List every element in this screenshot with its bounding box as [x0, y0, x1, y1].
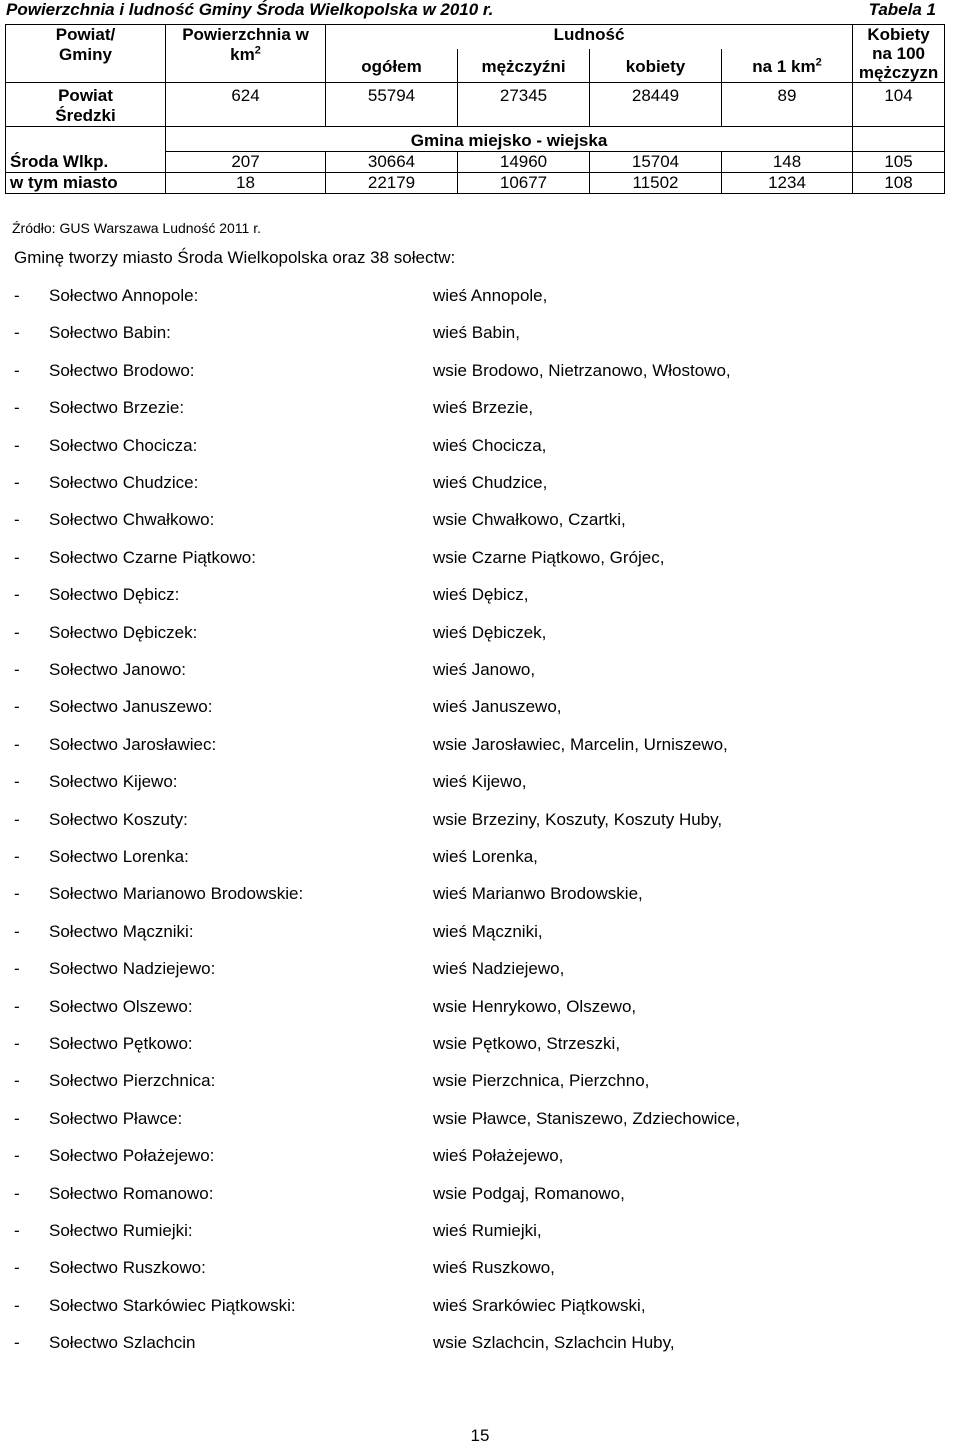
list-item [0, 548, 960, 574]
villages-text: wieś Srarkówiec Piątkowski, [433, 1295, 646, 1315]
list-item [0, 697, 960, 723]
list-dash: - [14, 510, 20, 530]
list-dash: - [14, 921, 20, 941]
list-item [0, 922, 960, 948]
list-dash: - [14, 547, 20, 567]
list-item [0, 660, 960, 686]
solectwo-name: Sołectwo Chocicza: [49, 435, 198, 455]
villages-text: wsie Pierzchnica, Pierzchno, [433, 1071, 650, 1091]
list-dash: - [14, 1258, 20, 1278]
solectwo-name: Sołectwo Nadziejewo: [49, 959, 216, 979]
villages-text: wieś Lorenka, [433, 847, 538, 866]
table-label: Tabela 1 [868, 0, 936, 19]
solectwo-name: Sołectwo Pętkowo: [49, 1034, 193, 1053]
solectwo-name: Sołectwo Czarne Piątkowo: [49, 547, 256, 567]
solectwo-name: Sołectwo Koszuty: [49, 809, 188, 829]
table-title: Powierzchnia i ludność Gminy Środa Wielkopolska w 2010 r. [6, 0, 494, 19]
solectwo-name: Sołectwo Annopole: [49, 286, 199, 305]
list-dash: - [14, 622, 20, 642]
villages-text: wieś Babin, [433, 323, 520, 343]
table-section-row [6, 127, 945, 152]
list-dash: - [14, 996, 20, 1016]
villages-text: wieś Janowo, [433, 660, 536, 679]
solectwo-name: Sołectwo Marianowo Brodowskie: [49, 884, 304, 904]
list-item [0, 1034, 960, 1060]
villages-text: wsie Brzeziny, Koszuty, Koszuty Huby, [433, 809, 723, 829]
list-dash: - [14, 809, 20, 829]
header-kobiety-na-100: Kobiety na 100 mężczyzn [853, 25, 945, 83]
villages-text: wieś Januszewo, [433, 697, 562, 717]
list-item [0, 1184, 960, 1210]
cell-na-1-km: 148 [722, 152, 853, 173]
cell-kobiety: 15704 [590, 152, 722, 173]
list-dash: - [14, 360, 20, 380]
cell-na-1-km: 89 [722, 83, 853, 127]
villages-text: wieś Dębiczek, [433, 622, 547, 642]
cell-kobiety-na-100: 105 [853, 152, 945, 173]
list-item [0, 1071, 960, 1097]
list-item [0, 847, 960, 873]
solectwo-name: Sołectwo Pierzchnica: [49, 1071, 216, 1091]
cell-mezczyzni: 10677 [458, 173, 590, 194]
list-dash: - [14, 884, 20, 904]
villages-text: wieś Połażejewo, [433, 1146, 564, 1166]
solectwo-name: Sołectwo Babin: [49, 323, 171, 343]
cell-mezczyzni: 27345 [458, 83, 590, 127]
list-dash: - [14, 398, 20, 418]
list-dash: - [14, 435, 20, 455]
cell-kobiety: 11502 [590, 173, 722, 194]
villages-text: wsie Jarosławiec, Marcelin, Urniszewo, [433, 734, 728, 754]
page-number: 15 [470, 1426, 490, 1445]
table-row [6, 152, 945, 173]
list-item [0, 1333, 960, 1359]
list-dash: - [14, 473, 20, 492]
solectwo-name: Sołectwo Szlachcin [49, 1333, 196, 1353]
cell-na-1-km: 1234 [722, 173, 853, 194]
list-dash: - [14, 660, 20, 679]
villages-text: wsie Chwałkowo, Czartki, [433, 510, 626, 530]
table-header-row-1 [6, 25, 945, 49]
solectwo-name: Sołectwo Pławce: [49, 1108, 183, 1128]
cell-kobiety-na-100: 108 [853, 173, 945, 194]
solectwo-name: Sołectwo Połażejewo: [49, 1146, 215, 1166]
list-item [0, 436, 960, 462]
list-item [0, 997, 960, 1023]
cell-ogolem: 30664 [326, 152, 458, 173]
solectwo-name: Sołectwo Rumiejki: [49, 1221, 193, 1240]
header-na-1-km: na 1 $km^2$ [722, 49, 853, 83]
villages-text: wieś Rumiejki, [433, 1221, 542, 1240]
solectwo-name: Sołectwo Dębiczek: [49, 622, 198, 642]
list-item [0, 1296, 960, 1322]
intro-paragraph: Gminę tworzy miasto Środa Wielkopolska oraz 38 sołectw: [14, 248, 456, 267]
list-item [0, 473, 960, 499]
list-dash: - [14, 1034, 20, 1053]
table-source-note: Źródło: GUS Warszawa Ludność 2011 r. [12, 220, 261, 236]
list-dash: - [14, 1146, 20, 1166]
list-dash: - [14, 959, 20, 979]
list-item [0, 772, 960, 798]
villages-text: wieś Marianwo Brodowskie, [433, 884, 643, 904]
villages-text: wieś Chudzice, [433, 473, 548, 492]
list-dash: - [14, 1108, 20, 1128]
cell-mezczyzni: 14960 [458, 152, 590, 173]
list-item [0, 510, 960, 536]
villages-text: wieś Kijewo, [433, 772, 527, 792]
list-item [0, 1146, 960, 1172]
list-dash: - [14, 1295, 20, 1315]
solectwo-name: Sołectwo Olszewo: [49, 996, 193, 1016]
cell-ogolem: 22179 [326, 173, 458, 194]
table-caption [6, 0, 944, 24]
solectwo-name: Sołectwo Januszewo: [49, 697, 213, 717]
list-item [0, 1109, 960, 1135]
villages-text: wieś Dębicz, [433, 585, 529, 605]
villages-text: wsie Pławce, Staniszewo, Zdziechowice, [433, 1108, 741, 1128]
villages-text: wsie Henrykowo, Olszewo, [433, 996, 637, 1016]
list-dash: - [14, 286, 20, 305]
population-table [5, 24, 945, 194]
villages-text: wsie Szlachcin, Szlachcin Huby, [433, 1333, 675, 1353]
cell-area: 207 [166, 152, 326, 173]
section-gmina-type: Gmina miejsko - wiejska [166, 127, 853, 152]
villages-text: wieś Brzezie, [433, 398, 534, 418]
list-item [0, 884, 960, 910]
list-dash: - [14, 1333, 20, 1353]
list-dash: - [14, 772, 20, 792]
cell-area: 624 [166, 83, 326, 127]
list-item [0, 398, 960, 424]
header-powiat-gminy: Powiat/ Gminy [6, 25, 166, 83]
cell-gmina-name: w tym miasto [6, 173, 166, 194]
solectwo-name: Sołectwo Dębicz: [49, 585, 180, 605]
list-item [0, 361, 960, 387]
cell-gmina-name: Środa Wlkp. [6, 152, 166, 173]
solectwo-name: Sołectwo Ruszkowo: [49, 1258, 206, 1278]
solectwo-name: Sołectwo Brzezie: [49, 398, 185, 418]
cell-powiat-name: Powiat Średzki [6, 83, 166, 127]
list-item [0, 810, 960, 836]
solectwo-name: Sołectwo Kijewo: [49, 772, 178, 792]
header-area: Powierzchnia w $km^2$ [166, 25, 326, 83]
solectwo-name: Sołectwo Chudzice: [49, 473, 199, 492]
villages-text: wsie Podgaj, Romanowo, [433, 1183, 625, 1203]
header-mezczyzni: mężczyźni [458, 49, 590, 83]
list-dash: - [14, 1071, 20, 1091]
header-kobiety: kobiety [590, 49, 722, 83]
list-item [0, 623, 960, 649]
solectwo-name: Sołectwo Starkówiec Piątkowski: [49, 1295, 296, 1315]
solectwo-name: Sołectwo Jarosławiec: [49, 734, 217, 754]
table-row [6, 173, 945, 194]
villages-text: wieś Chocicza, [433, 435, 547, 455]
list-dash: - [14, 323, 20, 343]
list-dash: - [14, 1221, 20, 1240]
list-item [0, 286, 960, 312]
list-item [0, 1258, 960, 1284]
villages-text: wsie Brodowo, Nietrzanowo, Włostowo, [433, 360, 731, 380]
cell-kobiety-na-100: 104 [853, 83, 945, 127]
table-row-powiat [6, 83, 945, 127]
list-dash: - [14, 734, 20, 754]
villages-text: wieś Nadziejewo, [433, 959, 565, 979]
list-dash: - [14, 847, 20, 866]
villages-text: wsie Czarne Piątkowo, Grójec, [433, 547, 665, 567]
villages-text: wieś Mączniki, [433, 921, 543, 941]
list-dash: - [14, 585, 20, 605]
cell-kobiety: 28449 [590, 83, 722, 127]
list-item [0, 735, 960, 761]
solectwo-name: Sołectwo Brodowo: [49, 360, 195, 380]
villages-text: wsie Pętkowo, Strzeszki, [433, 1034, 621, 1053]
header-ludnosc: Ludność [326, 25, 853, 49]
solectwo-name: Sołectwo Chwałkowo: [49, 510, 215, 530]
solectwo-name: Sołectwo Janowo: [49, 660, 187, 679]
list-item [0, 585, 960, 611]
solectwo-name: Sołectwo Romanowo: [49, 1183, 214, 1203]
cell-ogolem: 55794 [326, 83, 458, 127]
villages-text: wieś Annopole, [433, 286, 548, 305]
villages-text: wieś Ruszkowo, [433, 1258, 555, 1278]
list-dash: - [14, 1183, 20, 1203]
list-dash: - [14, 697, 20, 717]
header-ogolem: ogółem [326, 49, 458, 83]
list-item [0, 323, 960, 349]
solectwo-name: Sołectwo Mączniki: [49, 921, 194, 941]
solectwo-name: Sołectwo Lorenka: [49, 847, 189, 866]
cell-area: 18 [166, 173, 326, 194]
list-item [0, 959, 960, 985]
list-item [0, 1221, 960, 1247]
